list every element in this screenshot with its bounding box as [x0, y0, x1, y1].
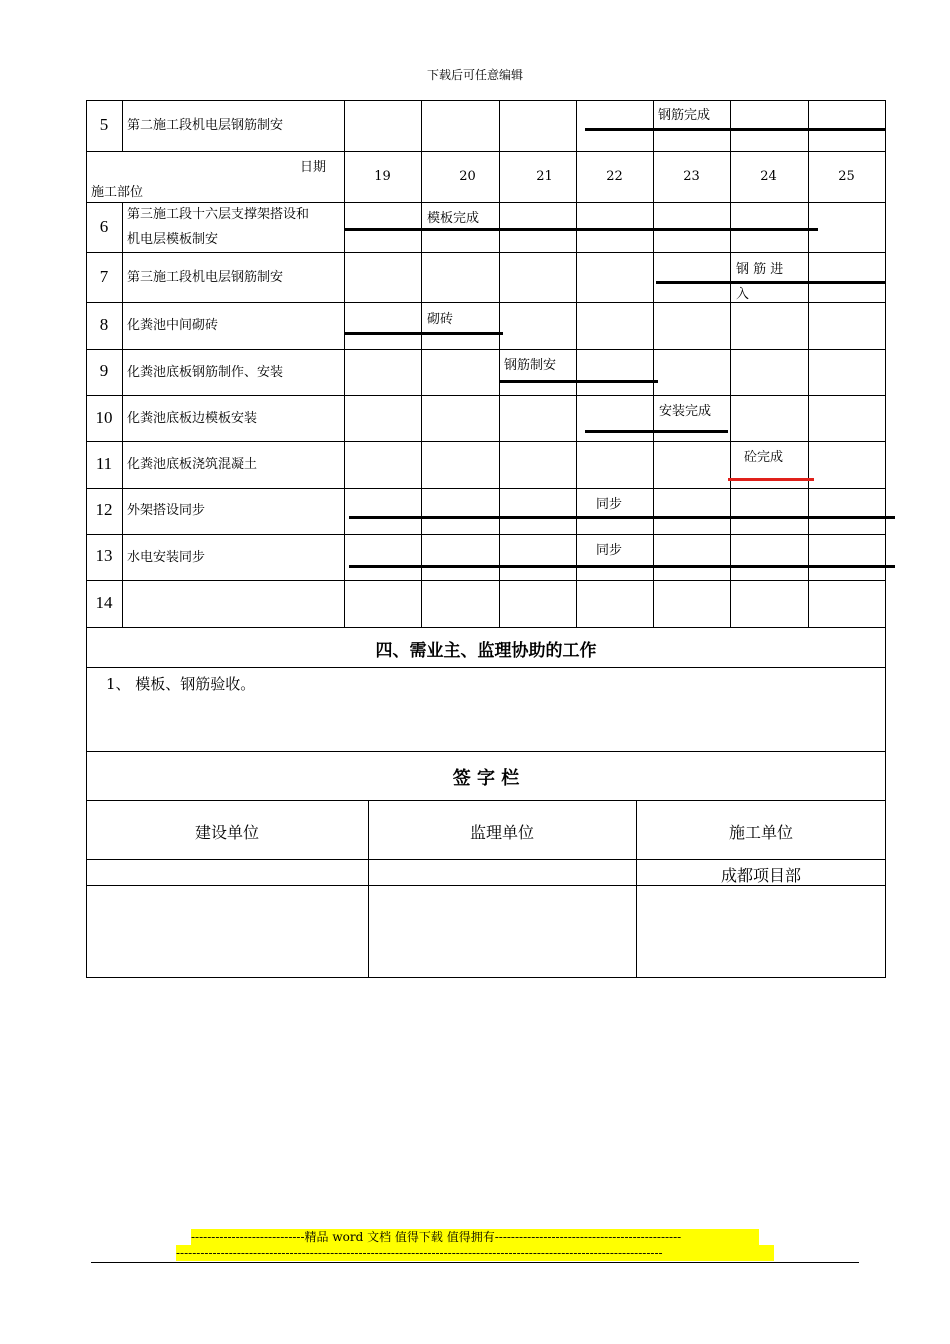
- row-divider: [86, 580, 886, 581]
- row-divider: [86, 252, 886, 253]
- signature-divider: [86, 859, 886, 860]
- col-divider: [122, 202, 123, 627]
- task-name: 第三施工段机电层钢筋制安: [127, 270, 284, 285]
- task-name: 第三施工段十六层支撑架搭设和: [127, 207, 310, 222]
- progress-bar: [585, 128, 886, 131]
- contractor-unit-name: 成都项目部: [720, 866, 801, 885]
- day-label: 24: [760, 169, 777, 184]
- task-name: 第二施工段机电层钢筋制安: [127, 118, 284, 133]
- day-label: 20: [459, 169, 476, 184]
- section-item: 1、 模板、钢筋验收。: [106, 675, 256, 693]
- col-divider: [421, 100, 422, 627]
- task-name-line2: 机电层模板制安: [127, 232, 219, 247]
- signature-col-owner: 建设单位: [194, 823, 259, 842]
- section-divider: [86, 667, 886, 668]
- footer-rule: [91, 1262, 859, 1263]
- row-number: 7: [99, 267, 109, 286]
- bar-note: 安装完成: [659, 404, 712, 419]
- task-name: 化粪池底板钢筋制作、安装: [127, 365, 284, 380]
- row-divider: [86, 302, 886, 303]
- signature-col-contractor: 施工单位: [728, 823, 793, 842]
- day-label: 22: [606, 169, 623, 184]
- row-divider: [86, 395, 886, 396]
- signature-divider: [86, 800, 886, 801]
- section-title: 四、需业主、监理协助的工作: [375, 641, 597, 661]
- progress-bar: [349, 565, 895, 568]
- task-name: 化粪池底板浇筑混凝土: [127, 457, 258, 472]
- task-name: 化粪池底板边模板安装: [127, 411, 258, 426]
- progress-bar: [500, 380, 658, 383]
- day-label: 23: [683, 169, 700, 184]
- day-label: 25: [838, 169, 855, 184]
- signature-divider: [86, 885, 886, 886]
- task-name: 外架搭设同步: [127, 503, 206, 518]
- progress-bar-red: [728, 478, 814, 481]
- row-number: 14: [95, 593, 113, 612]
- progress-bar: [344, 332, 503, 335]
- progress-bar: [344, 228, 818, 231]
- date-label: 日期: [300, 160, 327, 175]
- progress-bar: [349, 516, 895, 519]
- progress-bar: [585, 430, 728, 433]
- bar-note: 模板完成: [427, 211, 480, 226]
- bar-note: 钢筋完成: [658, 108, 711, 123]
- row-divider: [86, 534, 886, 535]
- row-divider: [86, 441, 886, 442]
- signature-col-supervisor: 监理单位: [469, 823, 534, 842]
- col-divider: [122, 100, 123, 151]
- row-number: 6: [99, 217, 109, 236]
- part-label: 施工部位: [91, 185, 144, 200]
- row-number: 10: [95, 408, 113, 427]
- row-number: 11: [95, 454, 113, 473]
- bar-note: 砼完成: [744, 450, 784, 465]
- row-number: 12: [95, 500, 113, 519]
- row-divider: [86, 488, 886, 489]
- row-number: 5: [99, 115, 109, 134]
- row-number: 8: [99, 315, 109, 334]
- bar-note: 同步: [596, 497, 623, 512]
- row-divider: [86, 627, 886, 628]
- row-number: 13: [95, 546, 113, 565]
- day-label: 21: [536, 169, 553, 184]
- bar-note: 钢筋制安: [504, 358, 557, 373]
- bar-note: 钢 筋 进: [736, 262, 784, 277]
- bar-note: 同步: [596, 543, 623, 558]
- section-divider: [86, 751, 886, 752]
- day-label: 19: [374, 169, 391, 184]
- row-number: 9: [99, 361, 109, 380]
- task-name: 化粪池中间砌砖: [127, 318, 219, 333]
- bar-note-line2: 入: [736, 287, 750, 302]
- footer-banner: ----------------------------精品 word 文档 值得下载 值得拥有----------------------------------------------: [191, 1229, 759, 1245]
- row-divider: [86, 151, 886, 152]
- footer-dashes: ------------------------------------------------------------------------------------------------------------------------: [176, 1245, 774, 1261]
- signature-title: 签 字 栏: [452, 768, 520, 789]
- progress-bar: [656, 281, 886, 284]
- row-divider: [86, 349, 886, 350]
- task-name: 水电安装同步: [127, 550, 206, 565]
- bar-note: 砌砖: [427, 312, 454, 327]
- header-note: 下载后可任意编辑: [426, 68, 523, 82]
